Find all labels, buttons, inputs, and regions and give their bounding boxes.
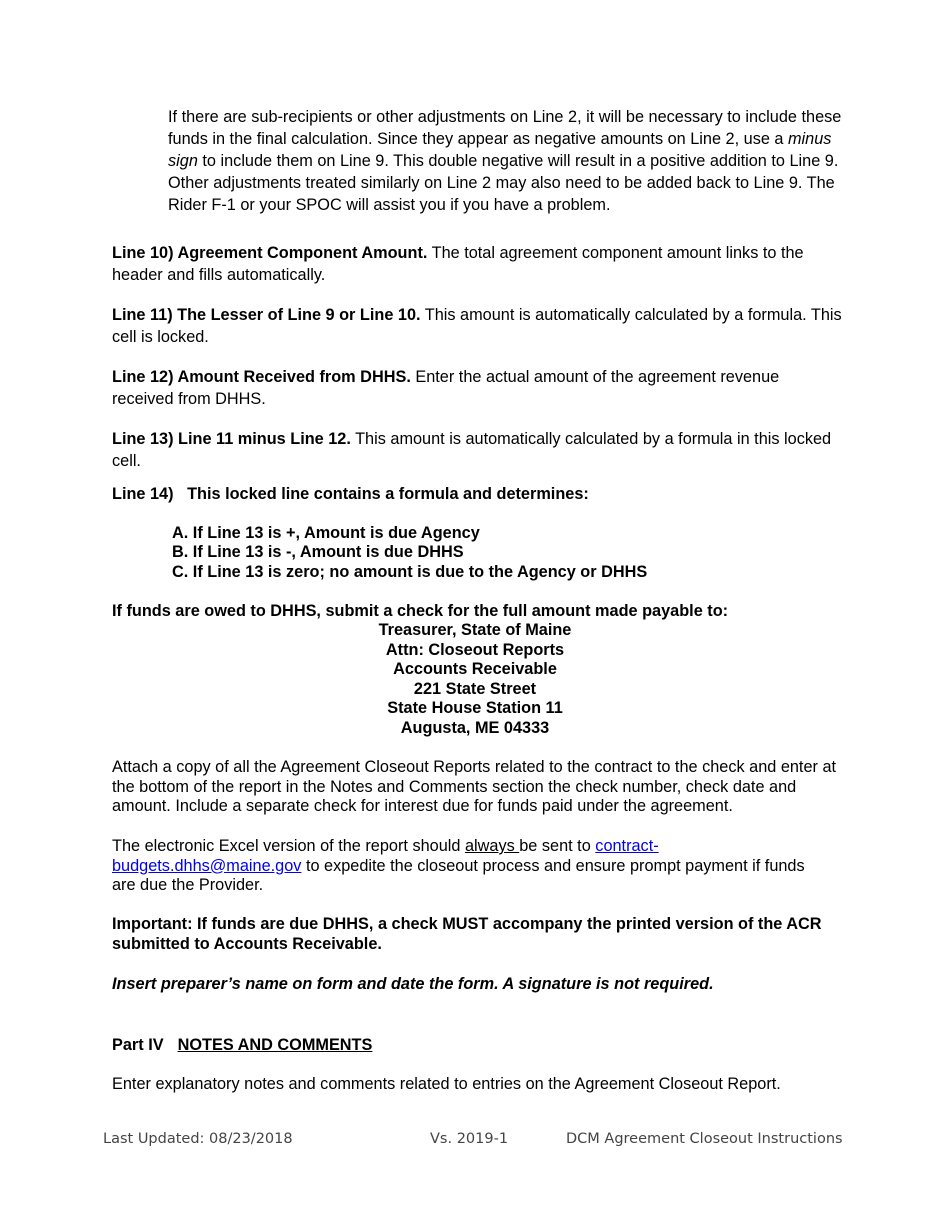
address-line-2: Attn: Closeout Reports bbox=[385, 641, 565, 659]
payment-intro: If funds are owed to DHHS, submit a check for the full amount made payable to: bbox=[112, 602, 729, 620]
line14-item-c: C. If Line 13 is zero; no amount is due to the Agency or DHHS bbox=[172, 563, 648, 581]
line14-item-a: A. If Line 13 is +, Amount is due Agency bbox=[172, 524, 480, 542]
footer-version: Vs. 2019-1 bbox=[430, 1131, 509, 1147]
part4-label: Part IV bbox=[112, 1036, 164, 1054]
intro-paragraph bbox=[168, 106, 848, 216]
line14-item-b: B. If Line 13 is -, Amount is due DHHS bbox=[172, 543, 464, 561]
line14-heading: Line 14) This locked line contains a formula and determines: bbox=[112, 485, 589, 503]
line12-heading: Line 12) Amount Received from DHHS. bbox=[112, 368, 411, 386]
email-link[interactable]: contract-budgets.dhhs@maine.gov bbox=[112, 837, 659, 875]
line12-text: Enter the actual amount of the agreement revenue received from DHHS. bbox=[112, 368, 780, 408]
line13-heading: Line 13) Line 11 minus Line 12. bbox=[112, 430, 351, 448]
intro-text-2: to include them on Line 9. This double negative will result in a positive addition to Line 9. Other adjustments treated similarly on Line 2 may also need to be added back to Line 9. The Rider F-1 or your SPOC will assist you if you have a problem. bbox=[168, 152, 839, 214]
address-line-4: 221 State Street bbox=[413, 680, 537, 698]
electronic-paragraph bbox=[112, 837, 812, 896]
line11-text: This amount is automatically calculated by a formula. This cell is locked. bbox=[112, 306, 842, 346]
preparer-note: Insert preparer’s name on form and date the form. A signature is not required. bbox=[112, 975, 714, 993]
part4-heading bbox=[112, 1034, 842, 1056]
address-line-3: Accounts Receivable bbox=[393, 660, 557, 678]
electronic-text-2: be sent to bbox=[519, 837, 596, 855]
line10-paragraph bbox=[112, 242, 842, 286]
line11-paragraph bbox=[112, 304, 842, 348]
footer-doc-title: DCM Agreement Closeout Instructions bbox=[566, 1131, 843, 1147]
address-line-5: State House Station 11 bbox=[387, 699, 563, 717]
attach-paragraph: Attach a copy of all the Agreement Closeout Reports related to the contract to the check and enter at the bottom of the report in the Notes and Comments section the check number, check date and amount. Include a separate check for interest due for funds paid under the agreement. bbox=[112, 758, 837, 816]
line10-heading: Line 10) Agreement Component Amount. bbox=[112, 244, 428, 262]
address-line-1: Treasurer, State of Maine bbox=[378, 621, 572, 639]
minus-sign-italic: minus sign bbox=[168, 130, 832, 170]
line11-heading: Line 11) The Lesser of Line 9 or Line 10. bbox=[112, 306, 421, 324]
footer-last-updated: Last Updated: 08/23/2018 bbox=[103, 1131, 293, 1147]
address-line-6: Augusta, ME 04333 bbox=[400, 719, 550, 737]
line10-text: The total agreement component amount links to the header and fills automatically. bbox=[112, 244, 804, 284]
line13-paragraph bbox=[112, 428, 842, 472]
important-note: Important: If funds are due DHHS, a check MUST accompany the printed version of the ACR submitted to Accounts Receivable. bbox=[112, 915, 822, 953]
electronic-text-3: to expedite the closeout process and ensure prompt payment if funds are due the Provider. bbox=[112, 856, 805, 895]
line12-paragraph bbox=[112, 366, 842, 410]
always-underlined: always bbox=[464, 837, 520, 855]
part4-text: Enter explanatory notes and comments related to entries on the Agreement Closeout Report. bbox=[112, 1075, 781, 1093]
line13-text: This amount is automatically calculated by a formula in this locked cell. bbox=[112, 430, 832, 470]
part4-title: NOTES AND COMMENTS bbox=[177, 1036, 373, 1054]
electronic-text-1: The electronic Excel version of the report should bbox=[112, 837, 465, 855]
intro-text-1: If there are sub-recipients or other adjustments on Line 2, it will be necessary to include these funds in the final calculation. Since they appear as negative amounts on Line 2, use a bbox=[168, 108, 842, 148]
